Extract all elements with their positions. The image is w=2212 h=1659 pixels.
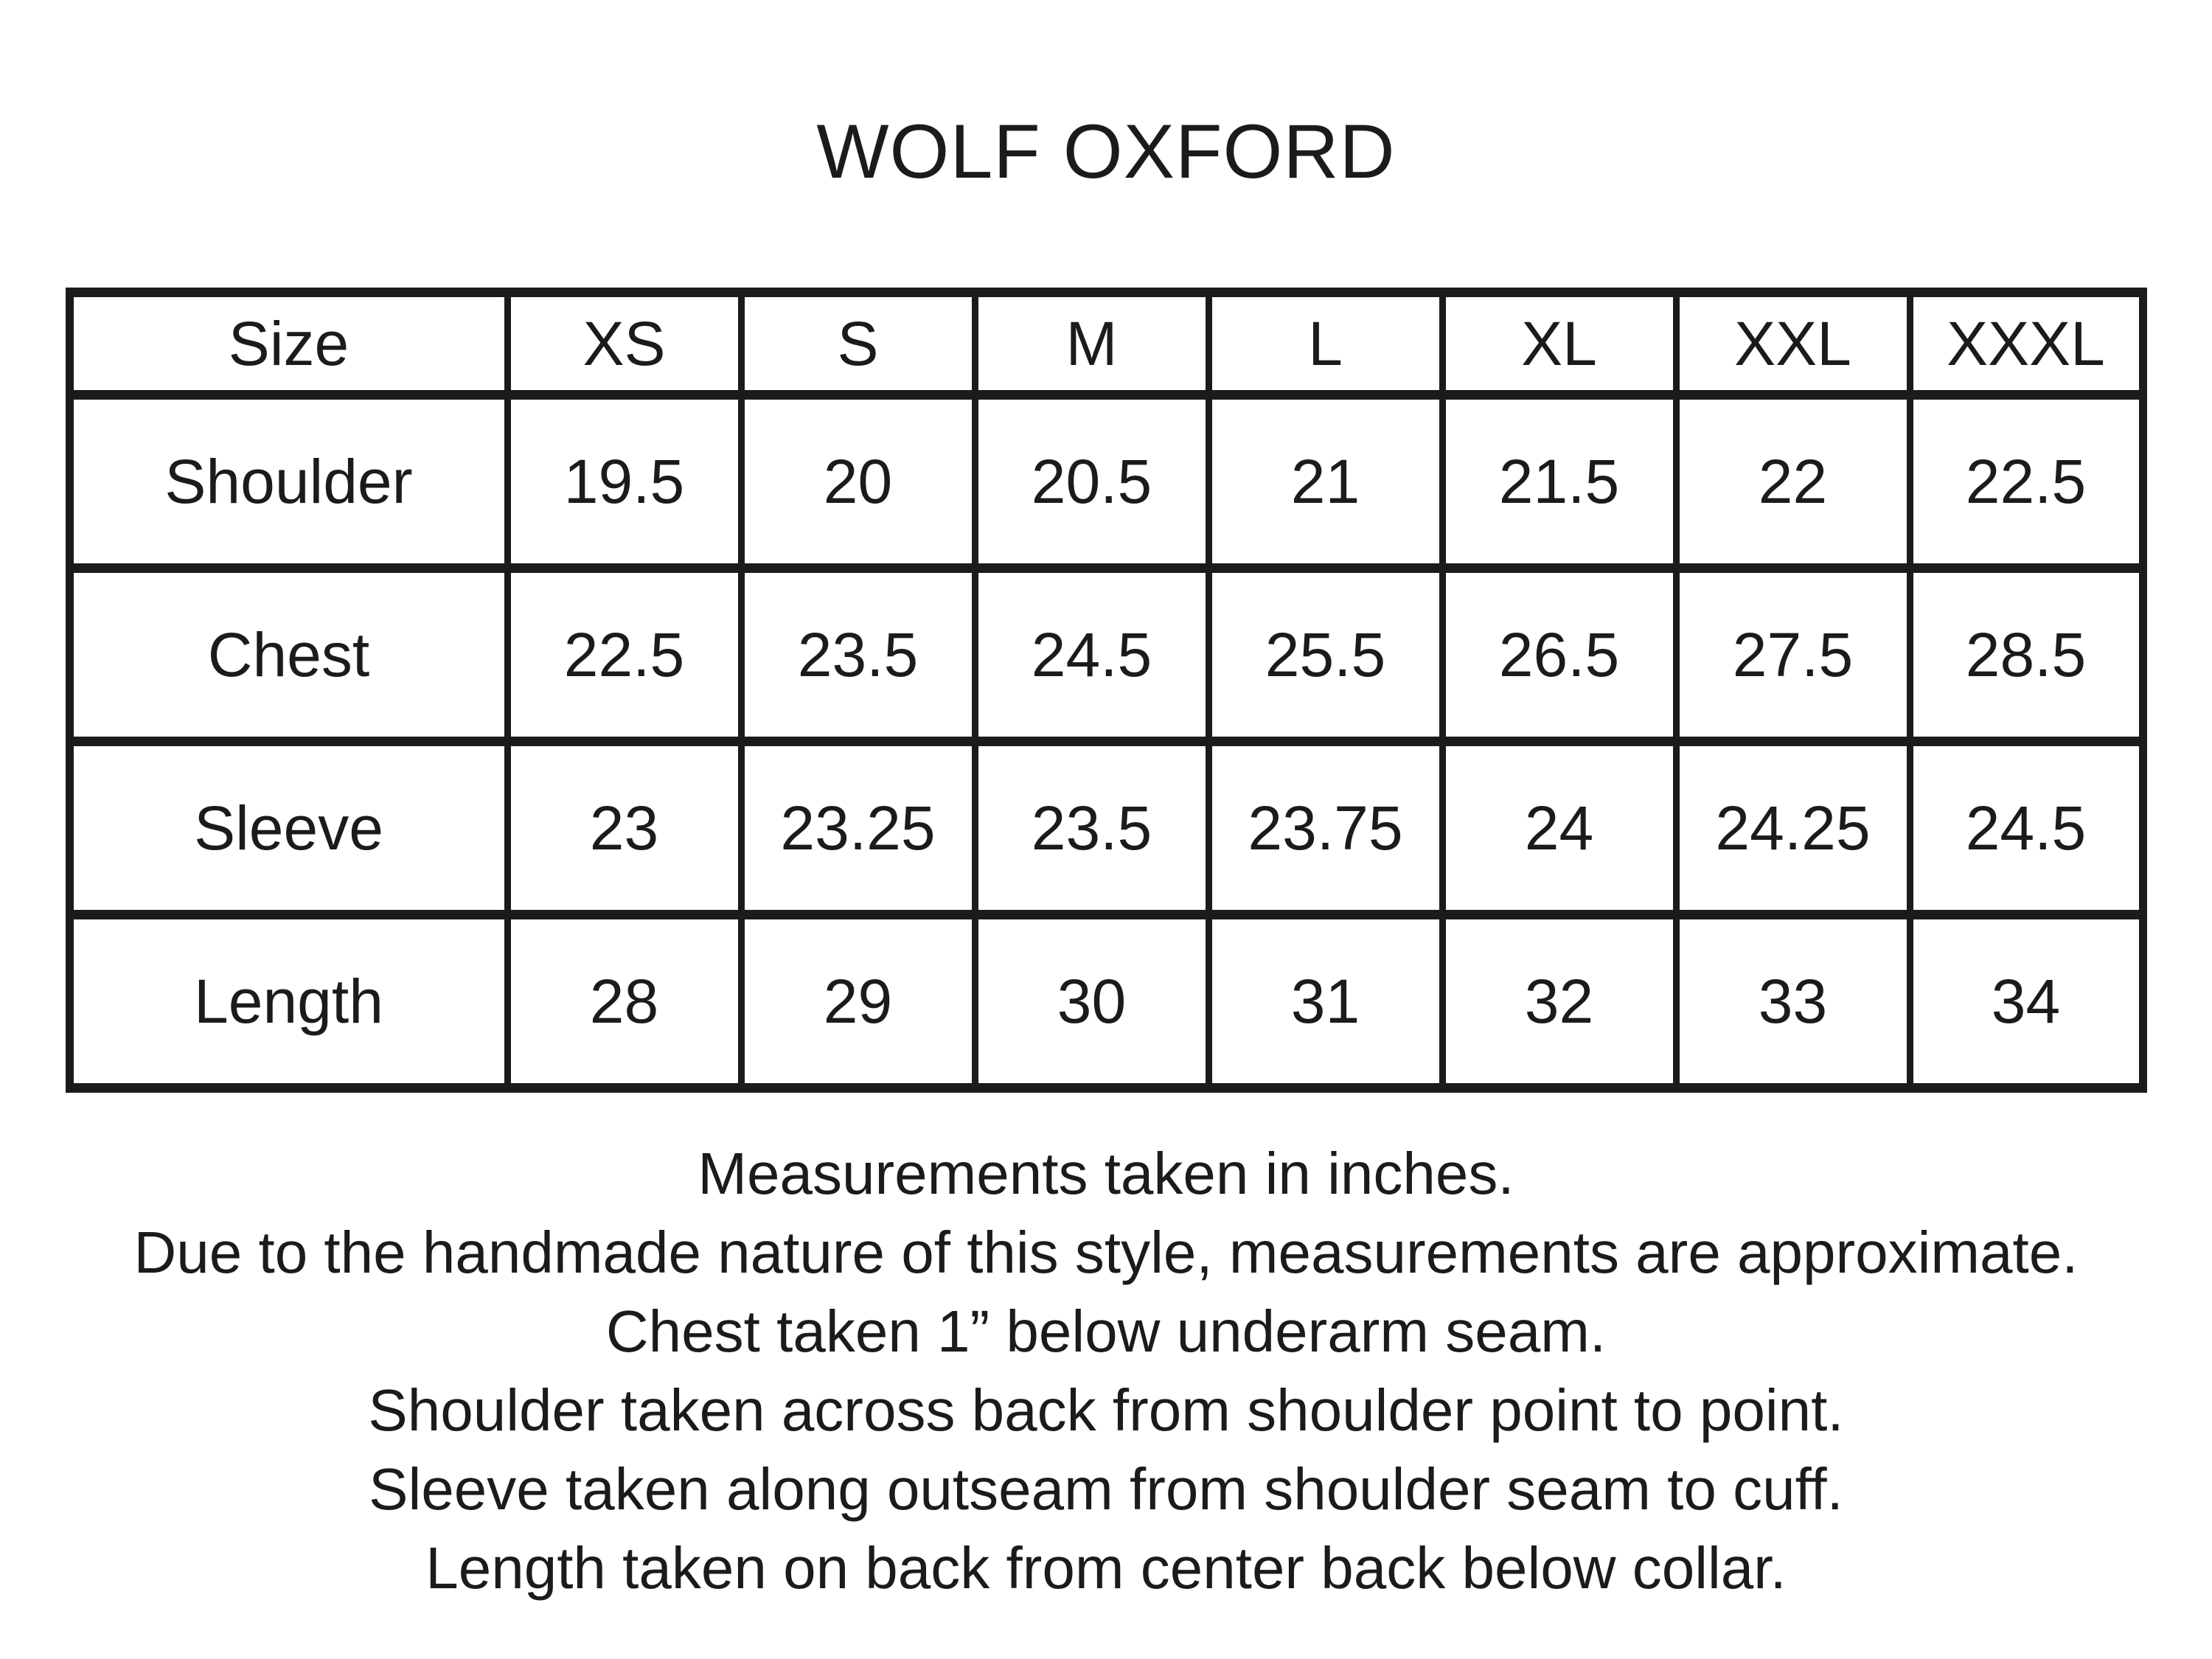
value-cell: 30: [975, 915, 1208, 1088]
value-cell: 22.5: [1910, 395, 2143, 568]
header-cell-size: Size: [69, 293, 507, 395]
row-label-shoulder: Shoulder: [69, 395, 507, 568]
note-line: Due to the handmade nature of this style, measurements are approximate.: [133, 1220, 2079, 1285]
value-cell: 20.5: [975, 395, 1208, 568]
value-cell: 29: [741, 915, 975, 1088]
value-cell: 23.75: [1208, 742, 1442, 915]
value-cell: 19.5: [507, 395, 741, 568]
value-cell: 23.25: [741, 742, 975, 915]
size-chart-table: [66, 288, 2147, 1093]
value-cell: 23.5: [741, 568, 975, 742]
value-cell: 24: [1442, 742, 1676, 915]
row-label-chest: Chest: [69, 568, 507, 742]
value-cell: 27.5: [1676, 568, 1910, 742]
value-cell: 25.5: [1208, 568, 1442, 742]
table-row-length: [69, 915, 2143, 1088]
value-cell: 33: [1676, 915, 1910, 1088]
table-row-sleeve: [69, 742, 2143, 915]
value-cell: 21.5: [1442, 395, 1676, 568]
measurement-notes: [0, 1134, 2212, 1607]
header-cell-s: S: [741, 293, 975, 395]
value-cell: 28.5: [1910, 568, 2143, 742]
header-cell-xxl: XXL: [1676, 293, 1910, 395]
value-cell: 20: [741, 395, 975, 568]
header-cell-xl: XL: [1442, 293, 1676, 395]
value-cell: 32: [1442, 915, 1676, 1088]
table-row-shoulder: [69, 395, 2143, 568]
header-cell-m: M: [975, 293, 1208, 395]
table-row-chest: [69, 568, 2143, 742]
value-cell: 24.5: [975, 568, 1208, 742]
value-cell: 24.5: [1910, 742, 2143, 915]
note-line: Measurements taken in inches.: [698, 1141, 1514, 1206]
header-cell-l: L: [1208, 293, 1442, 395]
row-label-length: Length: [69, 915, 507, 1088]
note-line: Length taken on back from center back below collar.: [425, 1535, 1787, 1601]
value-cell: 21: [1208, 395, 1442, 568]
note-line: Chest taken 1” below underarm seam.: [605, 1298, 1607, 1364]
page-title: WOLF OXFORD: [816, 109, 1396, 195]
value-cell: 26.5: [1442, 568, 1676, 742]
value-cell: 31: [1208, 915, 1442, 1088]
note-line: Sleeve taken along outseam from shoulder seam to cuff.: [369, 1456, 1843, 1522]
header-cell-xxxl: XXXL: [1910, 293, 2143, 395]
header-row: [69, 293, 2143, 395]
value-cell: 23.5: [975, 742, 1208, 915]
value-cell: 34: [1910, 915, 2143, 1088]
value-cell: 22: [1676, 395, 1910, 568]
header-cell-xs: XS: [507, 293, 741, 395]
value-cell: 22.5: [507, 568, 741, 742]
value-cell: 23: [507, 742, 741, 915]
value-cell: 28: [507, 915, 741, 1088]
value-cell: 24.25: [1676, 742, 1910, 915]
note-line: Shoulder taken across back from shoulder point to point.: [368, 1377, 1844, 1443]
row-label-sleeve: Sleeve: [69, 742, 507, 915]
